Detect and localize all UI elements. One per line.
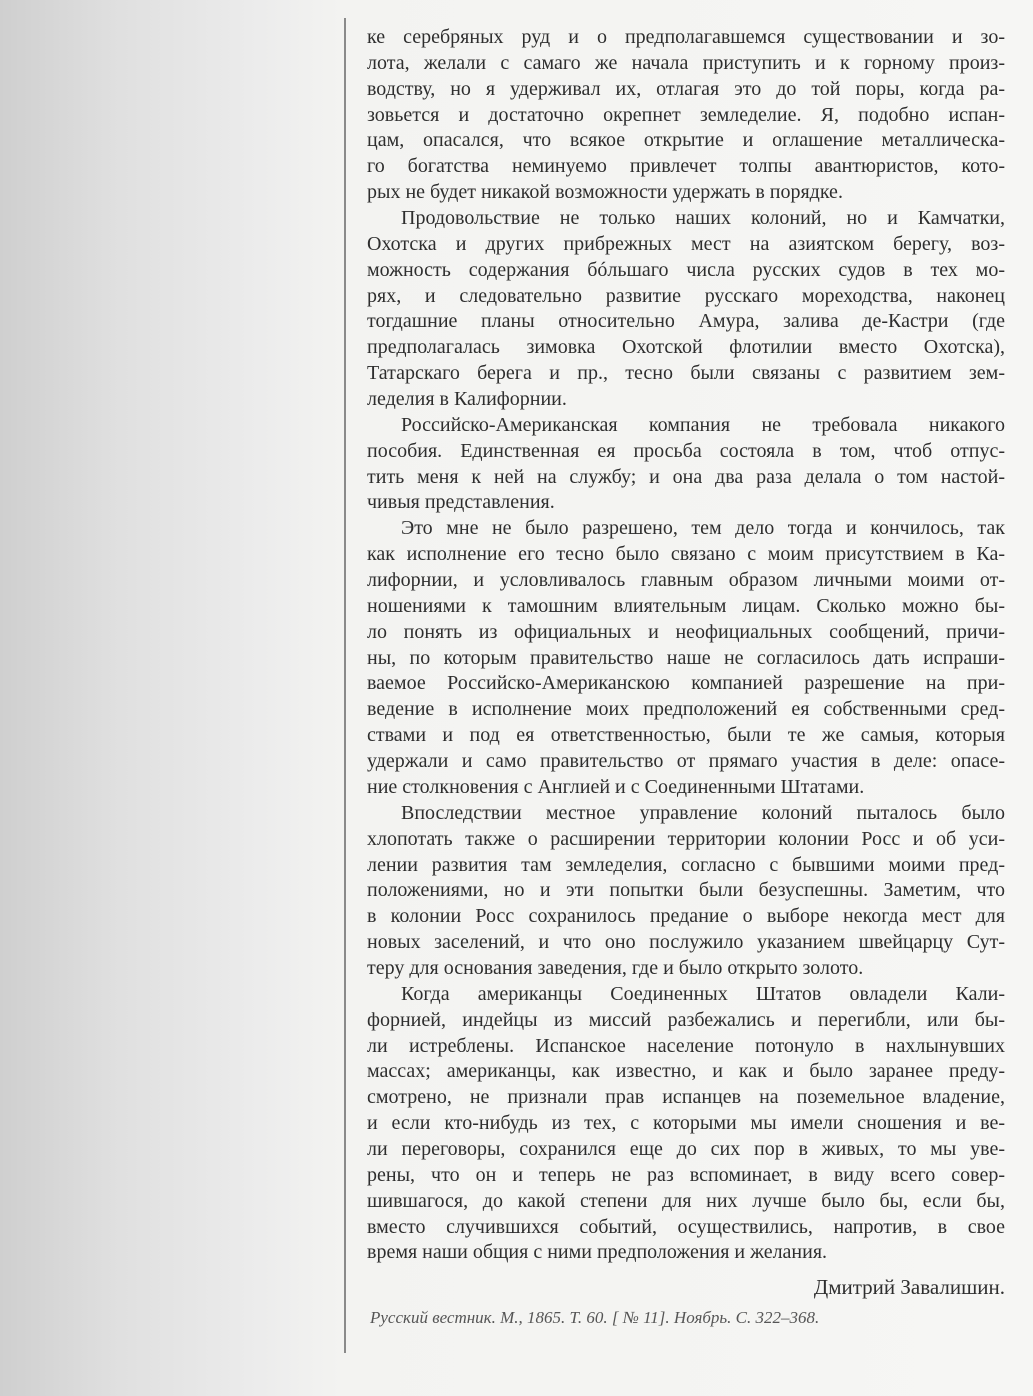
text-line: Российско-Американская компания не требовала никакого: [401, 413, 1005, 436]
text-line: ли переговоры, сохранился еще до сих пор в живых, то мы уве-: [367, 1137, 1005, 1160]
text-line: шившагося, до какой степени для них лучше было бы, если бы,: [367, 1189, 1005, 1212]
paragraph: [367, 413, 1005, 516]
text-line: Татарскаго берега и пр., тесно были связаны с развитием зем-: [367, 362, 1005, 385]
text-line: тить меня к ней на службу; и она два раза делала о том настой-: [367, 465, 1005, 488]
text-line: массах; американцы, как известно, и как и было заранее преду-: [367, 1060, 1005, 1083]
paragraph: [367, 25, 1005, 206]
text-line: ствами и под ея ответственностью, были те же самыя, которыя: [367, 724, 1005, 747]
text-line: хлопотать также о расширении территории колонии Росс и об уси-: [367, 827, 1005, 850]
text-line: ны, по которым правительство наше не согласилось дать испраши-: [367, 646, 1005, 669]
text-line: как исполнение его тесно было связано с моим присутствием в Ка-: [367, 543, 1005, 566]
text-line: зовьется и достаточно окрепнет земледелие. Я, подобно испан-: [367, 103, 1005, 126]
text-line: форнией, индейцы из миссий разбежались и перегибли, или бы-: [367, 1008, 1005, 1031]
text-line: лении развития там земледелия, согласно с бывшими моими пред-: [367, 853, 1005, 876]
author-signature: Дмитрий Завалишин.: [813, 1275, 1005, 1299]
text-line: цам, опасался, что всякое открытие и оглашение металлическа-: [367, 129, 1005, 152]
text-line: ке серебряных руд и о предполагавшемся существовании и зо-: [367, 26, 1005, 48]
text-line: пособия. Единственная ея просьба состояла в том, чтоб отпус-: [367, 439, 1005, 462]
text-line: Это мне не было разрешено, тем дело тогда и кончилось, так: [401, 517, 1005, 540]
margin-rule: [344, 18, 346, 1353]
text-line: го богатства неминуемо привлечет толпы авантюристов, кото-: [367, 155, 1005, 178]
text-line: рены, что он и теперь не раз вспоминает, в виду всего совер-: [367, 1163, 1005, 1186]
text-line: теру для основания заведения, где и было открыто золото.: [367, 956, 864, 979]
source-citation: Русский вестник. М., 1865. Т. 60. [ № 11]. Ноябрь. С. 322–368.: [370, 1308, 820, 1327]
text-line: новых заселений, и что оно послужило указанием швейцарцу Сут-: [367, 931, 1005, 954]
text-line: удержали и само правительство от прямаго участия в деле: опасе-: [367, 750, 1005, 773]
text-line: тогдашние планы относительно Амура, залива де-Кастри (где: [367, 310, 1005, 333]
text-line: ло понять из официальных и неофициальных сообщений, причи-: [367, 620, 1005, 643]
paragraph: [367, 801, 1005, 982]
body-text: [367, 25, 1005, 1266]
paragraph: [367, 516, 1005, 800]
text-line: вместо случившихся событий, осуществились, напротив, в свое: [367, 1215, 1005, 1238]
text-line: ношениями к тамошним влиятельным лицам. Сколько можно бы-: [367, 594, 1005, 617]
text-line: лота, желали с самаго же начала приступить и к горному произ-: [367, 51, 1005, 74]
text-line: Охотска и других прибрежных мест на азиятском берегу, воз-: [367, 232, 1005, 255]
text-line: Продовольствие не только наших колоний, но и Камчатки,: [401, 207, 1005, 230]
text-line: лифорнии, и условливалось главным образом личными моими от-: [367, 569, 1005, 592]
text-line: время наши общия с ними предположения и желания.: [367, 1241, 828, 1264]
paragraph: [367, 982, 1005, 1266]
text-line: рых не будет никакой возможности удержать в порядке.: [367, 181, 843, 204]
paragraph: [367, 206, 1005, 413]
text-line: можность содержания бóльшаго числа русских судов в тех мо-: [367, 258, 1005, 281]
text-line: положениями, но и эти попытки были безуспешны. Заметим, что: [367, 879, 1005, 902]
text-line: Когда американцы Соединенных Штатов овладели Кали-: [401, 982, 1005, 1005]
text-line: ние столкновения с Англией и с Соединенными Штатами.: [367, 775, 865, 798]
text-line: предполагалась зимовка Охотской флотилии вместо Охотска),: [367, 336, 1005, 359]
text-line: в колонии Росс сохранилось предание о выборе некогда мест для: [367, 905, 1005, 928]
text-line: ваемое Российско-Американскою компанией разрешение на при-: [367, 672, 1005, 695]
text-line: и если кто-нибудь из тех, с которыми мы имели сношения и ве-: [367, 1112, 1005, 1135]
text-line: ведение в исполнение моих предположений ея собственными сред-: [367, 698, 1005, 721]
text-line: чивыя представления.: [367, 491, 555, 514]
text-line: леделия в Калифорнии.: [367, 388, 567, 411]
text-line: водству, но я удерживал их, отлагая это до той поры, когда ра-: [367, 77, 1005, 100]
text-line: Впоследствии местное управление колоний пыталось было: [401, 801, 1005, 824]
text-line: рях, и следовательно развитие русскаго мореходства, наконец: [367, 284, 1005, 307]
text-line: смотрено, не признали прав испанцев на поземельное владение,: [367, 1086, 1005, 1109]
text-line: ли истреблены. Испанское население потонуло в нахлынувших: [367, 1034, 1005, 1057]
